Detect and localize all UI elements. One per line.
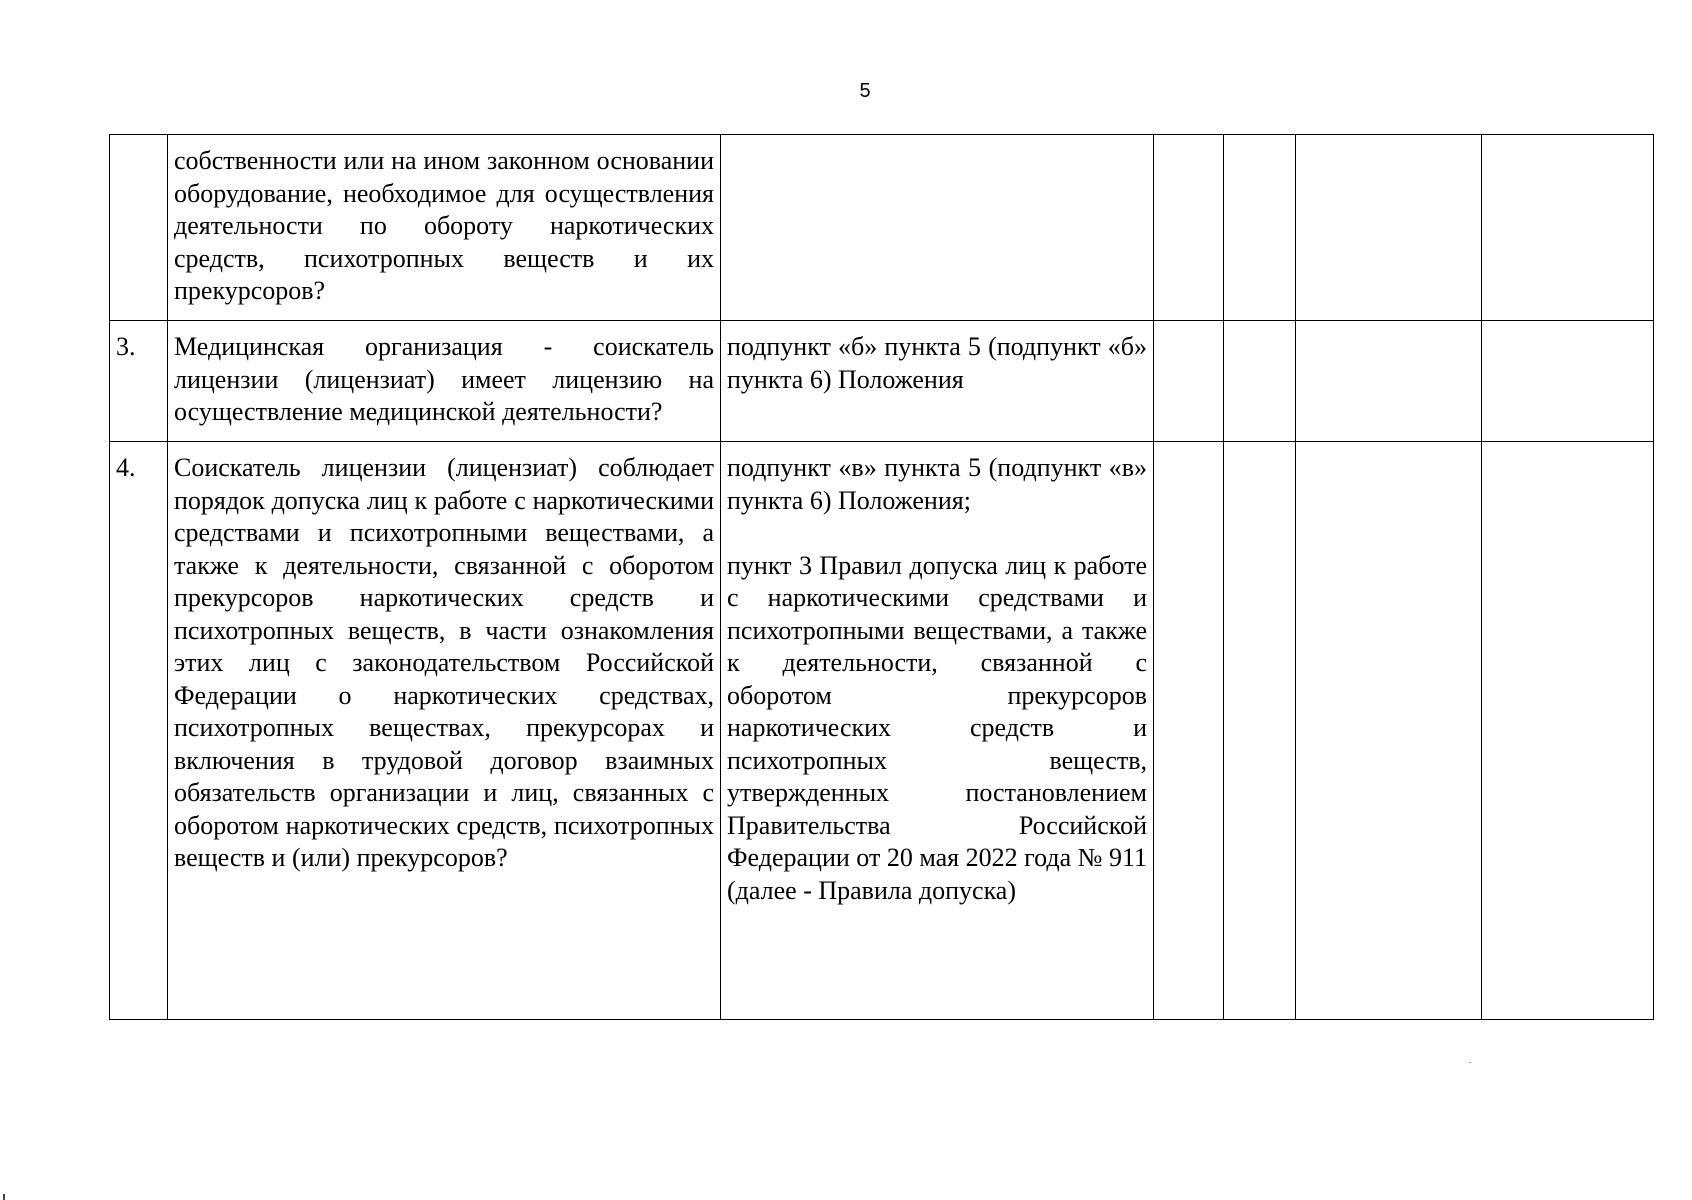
empty-cell: [1296, 135, 1482, 321]
row-number: 4.: [110, 442, 168, 1020]
reference-text: подпункт «б» пункта 5 (подпункт «б» пункта 6) Положения: [727, 332, 1147, 394]
empty-cell: [1154, 442, 1224, 1020]
empty-cell: [1482, 442, 1654, 1020]
empty-cell: [1224, 321, 1296, 442]
reference-cell: [721, 321, 1154, 442]
empty-cell: [1296, 442, 1482, 1020]
reference-text: подпункт «в» пункта 5 (подпункт «в» пункта 6) Положения;: [727, 453, 1147, 515]
checklist-table: [109, 134, 1654, 1020]
table-row: [110, 321, 1654, 442]
question-text: собственности или на ином законном основании оборудование, необходимое для осуществления деятельности по обороту наркотических средств, психотропных веществ и их прекурсоров?: [168, 135, 721, 321]
table-row: [110, 135, 1654, 321]
row-number: 3.: [110, 321, 168, 442]
scan-artifact: [3, 1194, 5, 1200]
row-number: [110, 135, 168, 321]
empty-cell: [1482, 135, 1654, 321]
empty-cell: [1296, 321, 1482, 442]
empty-cell: [1482, 321, 1654, 442]
table-row: [110, 442, 1654, 1020]
reference-cell: [721, 135, 1154, 321]
empty-cell: [1224, 135, 1296, 321]
scan-artifact: [1469, 1062, 1471, 1063]
empty-cell: [1224, 442, 1296, 1020]
question-text: Медицинская организация - соискатель лицензии (лицензиат) имеет лицензию на осуществление медицинской деятельности?: [168, 321, 721, 442]
empty-cell: [1154, 135, 1224, 321]
empty-cell: [1154, 321, 1224, 442]
paragraph-gap: [727, 517, 1147, 550]
page-number: 5: [859, 80, 871, 102]
reference-cell: [721, 442, 1154, 1020]
reference-text: пункт 3 Правил допуска лиц к работе с наркотическими средствами и психотропными веществами, а также к деятельности, связанной с оборотом прекурсоров наркотических средств и психотропных веществ, утвержденных постановлением Правительства Российской Федерации от 20 мая 2022 года № 911 (далее - Правила допуска): [727, 550, 1147, 905]
question-text: Соискатель лицензии (лицензиат) соблюдает порядок допуска лиц к работе с наркотическими средствами и психотропными веществами, а также к деятельности, связанной с оборотом прекурсоров наркотических средств и психотропных веществ, в части ознакомления этих лиц с законодательством Российской Федерации о наркотических средствах, психотропных веществах, прекурсорах и включения в трудовой договор взаимных обязательств организации и лиц, связанных с оборотом наркотических средств, психотропных веществ и (или) прекурсоров?: [168, 442, 721, 1020]
